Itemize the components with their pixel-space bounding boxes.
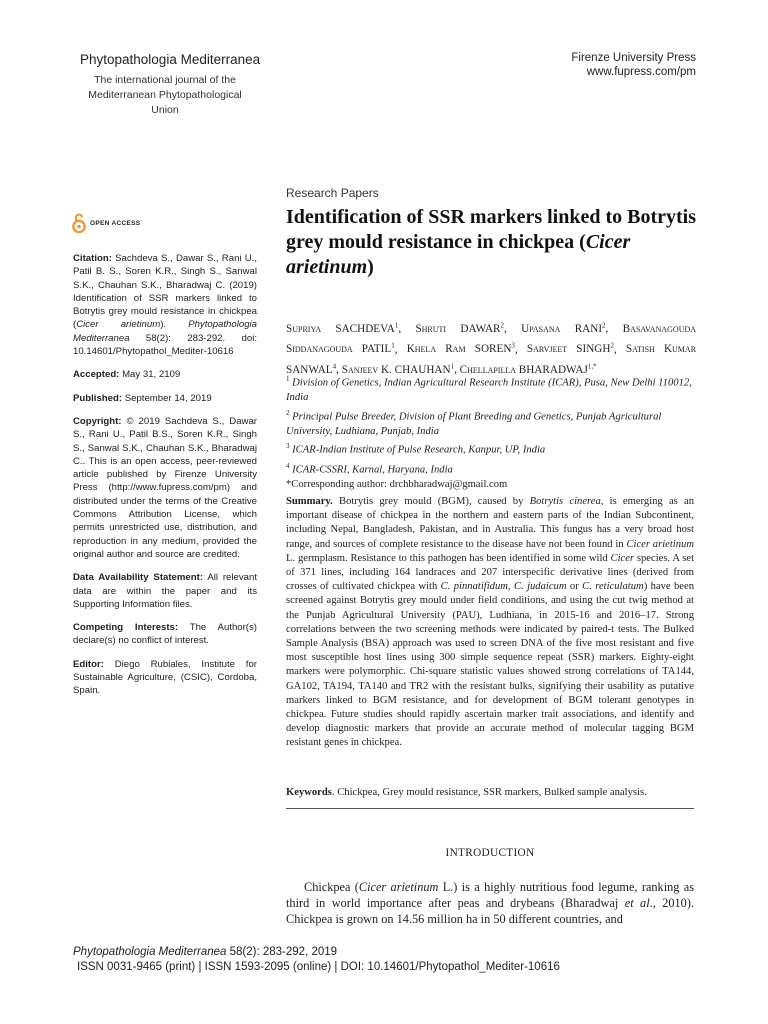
citation-text: Sachdeva S., Dawar S., Rani U., Patil B. S., Soren K.R., Singh S., Sanwal S.K., Chauhan S.K., Bharadwaj C. (2019) Identification of SSR markers linked to Botrytis grey mould resistance in chickpea (: [73, 253, 258, 331]
intro-text-2: L.) is a highly nutritious food legume, ranking as third in world importance after peas and drybeans (Bharadwaj: [286, 880, 694, 911]
corresponding-author: *Corresponding author: drchbharadwaj@gmail.com: [286, 478, 508, 490]
affiliation-list: [286, 372, 696, 492]
keywords-divider: [286, 808, 694, 809]
affiliation: [286, 459, 696, 478]
summary-text-3: L. germplasm. Resistance to this pathogen has been identified in some wild: [286, 552, 611, 564]
author-affiliation-mark: 1,*: [587, 362, 597, 371]
data-availability: [73, 571, 257, 611]
affiliation-number: 1: [286, 375, 290, 383]
author-affiliation-mark: 1: [450, 362, 455, 371]
published-label: Published:: [73, 392, 123, 404]
author-name: Sanjeev K. CHAUHAN: [341, 364, 451, 377]
article-title: [286, 205, 706, 280]
affiliation-text: ICAR-Indian Institute of Pulse Research, Kanpur, UP, India: [292, 444, 546, 456]
competing-interests-value: The Author(s) declare(s) no conflict of interest.: [73, 622, 257, 647]
citation-species: Cicer arietinum: [76, 319, 161, 331]
open-access-label: OPEN ACCESS: [90, 219, 141, 227]
title-main: Identification of SSR markers linked to Botrytis grey mould resistance in chickpea (: [286, 206, 696, 253]
citation-text-2: ).: [160, 319, 189, 331]
editor: [73, 658, 257, 698]
author-name: Upasana RANI: [521, 322, 603, 335]
summary-text-4: species. A set of 371 lines, including 164 landraces and 207 interspecific derivative lines (derived from crosses of cultivated chickpea with: [286, 552, 695, 593]
intro-species: Cicer arietinum: [358, 880, 439, 894]
copyright: [73, 415, 257, 561]
article-metadata-column: [73, 252, 257, 708]
copyright-value: © 2019 Sachdeva S., Dawar S., Rani U., Patil B.S., Soren K.R., Singh S., Sanwal S.K., Chauhan S.K., Bharadwaj C.. This is an open access, peer-reviewed article published by Firenze University Press (http://www.fupress.com/pm) and distributed under the terms of the Creative Commons Attribution License, which permits unrestricted use, distribution, and reproduction in any medium, provided the original author and source are credited.: [73, 415, 257, 560]
data-availability-value: All relevant data are within the paper and its Supporting Information files.: [73, 572, 257, 610]
author-name: Chellapilla BHARADWAJ: [459, 364, 588, 377]
citation: [73, 252, 257, 358]
journal-subtitle-line2: Mediterranean Phytopathological Union: [88, 89, 242, 116]
title-end: ): [367, 256, 374, 278]
author-name: Satish Kumar SANWAL: [286, 343, 697, 377]
author: [521, 323, 605, 335]
summary-species: Cicer arietinum: [626, 538, 694, 550]
intro-etal: et al: [624, 896, 650, 911]
open-lock-icon: [72, 212, 86, 234]
citation-label: Citation:: [73, 253, 112, 264]
author: [527, 343, 614, 355]
author-affiliation-mark: 4: [332, 362, 337, 371]
author-affiliation-mark: 1: [391, 341, 395, 350]
published-date: [73, 392, 257, 405]
accepted-value: May 31, 2109: [122, 369, 181, 381]
abstract: [286, 495, 694, 751]
introduction-heading: INTRODUCTION: [445, 847, 535, 859]
affiliation-number: 3: [286, 442, 290, 451]
author-affiliation-mark: 1: [394, 321, 399, 329]
author-name: Khela Ram SOREN: [406, 343, 512, 356]
journal-name: Phytopathologia Mediterranea: [80, 52, 261, 67]
competing-interests: [73, 621, 257, 648]
journal-subtitle: [80, 73, 250, 118]
author-list: Supriya SACHDEVA$^1$, Shruti DAWAR$^2$, Upasana RANI$^2$, Basavanagouda Siddanagouda PATIL$^1$, Khela Ram SOREN$^3$, Sarvjeet SINGH$^2$, Satish Kumar SANWAL$^4$, Sanjeev K. CHAUHAN$^1$, Chellapilla $BHARADWAJ^{1,*}$: [286, 321, 697, 377]
journal-subtitle-line1: The international journal of the: [94, 74, 236, 86]
affiliation: [286, 406, 696, 440]
keywords: [286, 787, 694, 798]
summary-wild-species-b: C. reticulatum: [582, 581, 644, 593]
intro-text-3: ., 2010). Chickpea is grown on 14.56 million ha in 50 different countries, and: [286, 896, 694, 927]
footer-citation: [73, 946, 337, 958]
summary-text-5: ) have been screened against Botrytis grey mould under field conditions, and using the cut twig method at the Punjab Agricultural University (PAU), Ludhiana, in 2015-16 and 2016–17. Strong correlations between the two screening methods were indicated by paired-t tests. The Bulked Sample Analysis (BSA) approach was used to screen DNA of the five most resistant and five most susceptible host lines using 300 simple sequence repeat (SSR) markers. Eighty-eight markers were polymorphic. Chi-square statistic values showed strong correlations of TA144, GA102, TA194, TA140 and TR2 with the resistant bulks, signifying their usability as putative markers linked to BGM resistance, and for development of BGM tolerant genotypes in chickpea. Future studies should rapidly ascertain marker trait associations, and identify and develop diagnostic markers that provide an accurate method of molecular tagging BGM resistant genes in chickpea.: [286, 581, 695, 749]
publisher-block: [571, 51, 696, 79]
footer-journal: Phytopathologia Mediterranea: [73, 946, 227, 958]
affiliation: [286, 372, 696, 406]
open-access-badge: [72, 212, 140, 234]
author: [415, 323, 504, 335]
author-name: Sarvjeet SINGH: [526, 343, 611, 356]
author-affiliation-mark: 2: [602, 321, 606, 329]
published-value: September 14, 2019: [124, 392, 212, 404]
summary-or: or: [566, 581, 583, 593]
footer-issue: 58(2): 283-292, 2019: [226, 946, 338, 958]
footer-issn: ISSN 0031-9465 (print) | ISSN 1593-2095 (online) | DOI: 10.14601/Phytopathol_Mediter-10616: [77, 961, 560, 973]
author-name: Supriya SACHDEVA: [286, 322, 395, 335]
affiliation-number: 2: [286, 408, 290, 417]
author-affiliation-mark: 3: [511, 341, 515, 350]
summary-wild-species-a: C. pinnatifidum, C. judaicum: [440, 581, 567, 593]
affiliation-text: ICAR-CSSRI, Karnal, Haryana, India: [292, 464, 453, 476]
keywords-value: . Chickpea, Grey mould resistance, SSR markers, Bulked sample analysis.: [331, 787, 647, 798]
data-availability-label: Data Availability Statement:: [73, 572, 204, 584]
summary-genus: Cicer: [610, 552, 635, 564]
author-name: Basavanagouda Siddanagouda PATIL: [286, 322, 697, 356]
affiliation-number: 4: [286, 461, 290, 470]
citation-journal: Phytopathologia Mediterranea: [73, 319, 257, 344]
affiliations: [286, 372, 696, 478]
publisher-url[interactable]: www.fupress.com/pm: [586, 66, 696, 78]
accepted-label: Accepted:: [73, 369, 120, 381]
author-affiliation-mark: 2: [610, 341, 614, 350]
affiliation-text: Principal Pulse Breeder, Division of Plant Breeding and Genetics, Punjab Agricultural University, Ludhiana, Punjab, India: [286, 411, 662, 437]
summary-text-1: Botrytis grey mould (BGM), caused by: [332, 496, 530, 507]
editor-value: Diego Rubiales, Institute for Sustainable Agriculture, (CSIC), Cordoba, Spain.: [73, 658, 257, 697]
affiliation-text: Division of Genetics, Indian Agricultural Research Institute (ICAR), Pusa, New Delhi 110012, India: [286, 377, 692, 404]
competing-interests-label: Competing Interests:: [73, 622, 179, 634]
author-affiliation-mark: 2: [500, 321, 504, 329]
author: [407, 343, 515, 355]
copyright-label: Copyright:: [73, 415, 122, 427]
citation-text-3: 58(2): 283-292. doi: 10.14601/Phytopathol_Mediter-10616: [73, 332, 257, 358]
section-label: Research Papers: [286, 186, 379, 200]
editor-label: Editor:: [73, 658, 104, 670]
author-name: Shruti DAWAR: [415, 322, 501, 335]
author: [286, 323, 398, 335]
intro-text-1: Chickpea (: [304, 880, 359, 894]
keywords-label: Keywords: [286, 787, 332, 798]
publisher-name: Firenze University Press: [571, 52, 696, 64]
introduction-paragraph: [286, 879, 694, 928]
summary-pathogen: Botrytis cinerea: [529, 496, 601, 507]
summary-label: Summary.: [286, 496, 333, 507]
affiliation: [286, 439, 696, 458]
title-species: Cicer arietinum: [286, 231, 631, 278]
summary-text-2: , is emerging as an important disease of chickpea in the northern and eastern parts of the Indian Subcontinent, including Nepal, Bangladesh, Pakistan, and in Australia. This fungus has a very broad host range, and sources of complete resistance to the disease have not been found in: [286, 496, 694, 550]
accepted-date: [73, 368, 257, 381]
